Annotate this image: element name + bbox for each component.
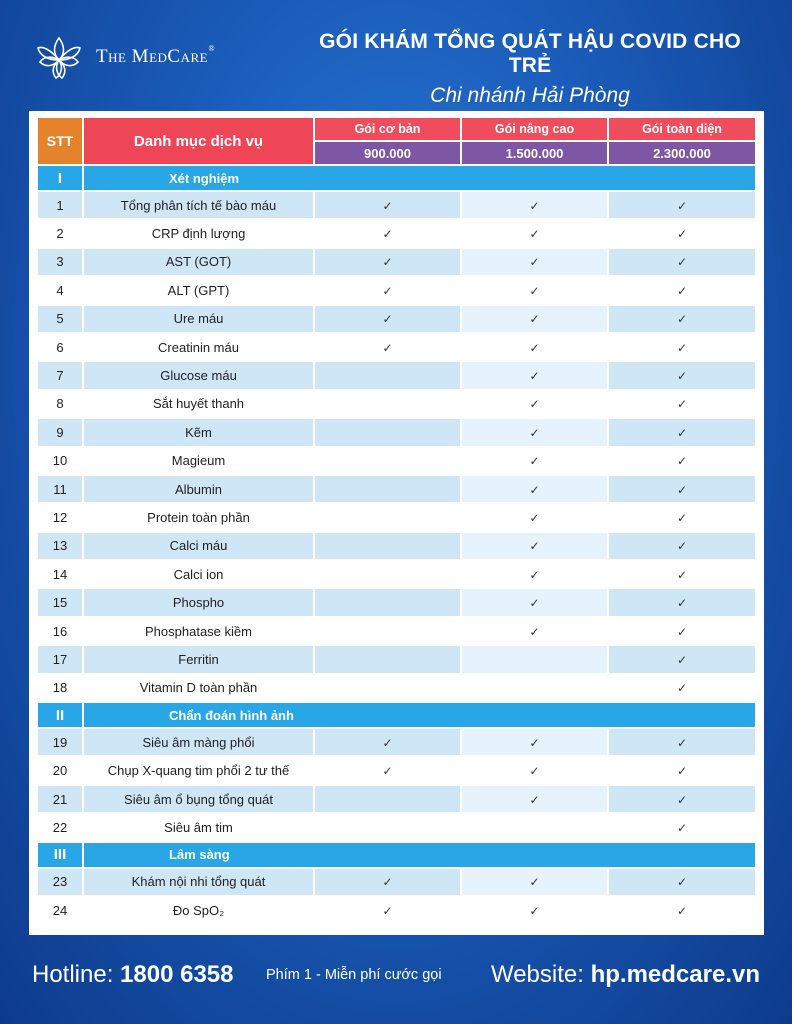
table-row bbox=[37, 191, 756, 219]
check-icon: ✓ bbox=[676, 596, 688, 611]
package-advanced-cell bbox=[461, 418, 608, 446]
package-full-cell bbox=[608, 390, 756, 418]
row-number: 18 bbox=[37, 674, 83, 702]
section-number: II bbox=[37, 702, 83, 728]
package-basic-cell bbox=[314, 813, 461, 841]
row-number: 16 bbox=[37, 617, 83, 645]
section-number: I bbox=[37, 165, 83, 191]
table-row bbox=[37, 896, 756, 924]
page-header bbox=[0, 0, 792, 110]
check-icon: ✓ bbox=[676, 482, 688, 497]
package-basic-cell bbox=[314, 219, 461, 247]
package-full-price: 2.300.000 bbox=[608, 141, 756, 165]
page-footer bbox=[0, 955, 792, 999]
package-basic-cell bbox=[314, 785, 461, 813]
row-number: 11 bbox=[37, 475, 83, 503]
check-icon: ✓ bbox=[676, 425, 688, 440]
website[interactable]: Website: hp.medcare.vn bbox=[490, 961, 760, 988]
package-advanced-cell bbox=[461, 305, 608, 333]
package-basic-cell bbox=[314, 361, 461, 389]
check-icon: ✓ bbox=[529, 596, 540, 611]
price-table-panel bbox=[29, 111, 764, 935]
package-advanced-cell bbox=[461, 361, 608, 389]
row-number: 2 bbox=[37, 219, 83, 247]
check-icon: ✓ bbox=[676, 283, 688, 298]
service-name: AST (GOT) bbox=[83, 248, 314, 276]
table-row bbox=[37, 475, 756, 503]
check-icon: ✓ bbox=[676, 198, 688, 213]
row-number: 19 bbox=[37, 728, 83, 756]
check-icon: ✓ bbox=[676, 792, 688, 807]
check-icon: ✓ bbox=[676, 903, 688, 918]
table-row bbox=[37, 785, 756, 813]
service-name: Vitamin D toàn phần bbox=[83, 674, 314, 702]
service-name: Calci ion bbox=[83, 560, 314, 588]
package-advanced-cell bbox=[461, 728, 608, 756]
package-advanced-cell bbox=[461, 813, 608, 841]
check-icon: ✓ bbox=[529, 624, 540, 639]
check-icon: ✓ bbox=[529, 227, 540, 242]
row-number: 6 bbox=[37, 333, 83, 361]
package-full-cell bbox=[608, 191, 756, 219]
package-advanced-cell bbox=[461, 390, 608, 418]
row-number: 10 bbox=[37, 447, 83, 475]
package-advanced-cell bbox=[461, 756, 608, 784]
brand-name: The MedCare ® bbox=[96, 44, 216, 67]
check-icon: ✓ bbox=[529, 255, 540, 270]
table-row bbox=[37, 560, 756, 588]
package-full-cell bbox=[608, 617, 756, 645]
row-number: 3 bbox=[37, 248, 83, 276]
package-basic-cell bbox=[314, 645, 461, 673]
package-advanced-cell bbox=[461, 896, 608, 924]
package-advanced-cell bbox=[461, 475, 608, 503]
section-title: Lâm sàng bbox=[83, 842, 756, 868]
check-icon: ✓ bbox=[382, 227, 393, 242]
section-number: III bbox=[37, 842, 83, 868]
check-icon: ✓ bbox=[382, 312, 393, 327]
check-icon: ✓ bbox=[382, 283, 393, 298]
service-name: CRP định lượng bbox=[83, 219, 314, 247]
check-icon: ✓ bbox=[676, 510, 688, 525]
check-icon: ✓ bbox=[382, 340, 393, 355]
service-name: Ferritin bbox=[83, 645, 314, 673]
package-basic-cell bbox=[314, 674, 461, 702]
hotline-note: Phím 1 - Miễn phí cước gọi bbox=[266, 967, 442, 983]
check-icon: ✓ bbox=[382, 903, 393, 918]
package-basic-cell bbox=[314, 503, 461, 531]
package-basic-cell bbox=[314, 333, 461, 361]
package-full-cell bbox=[608, 588, 756, 616]
check-icon: ✓ bbox=[529, 454, 540, 469]
check-icon: ✓ bbox=[382, 764, 393, 779]
lotus-logo-icon bbox=[34, 32, 84, 82]
package-basic-cell bbox=[314, 390, 461, 418]
package-basic-cell bbox=[314, 248, 461, 276]
table-row bbox=[37, 447, 756, 475]
row-number: 1 bbox=[37, 191, 83, 219]
table-body bbox=[37, 165, 756, 924]
service-name: Chụp X-quang tim phổi 2 tư thế bbox=[83, 756, 314, 784]
table-row bbox=[37, 305, 756, 333]
package-basic-cell bbox=[314, 475, 461, 503]
row-number: 15 bbox=[37, 588, 83, 616]
package-full-cell bbox=[608, 361, 756, 389]
section-header-row bbox=[37, 165, 756, 191]
check-icon: ✓ bbox=[676, 820, 688, 835]
check-icon: ✓ bbox=[676, 397, 688, 412]
package-basic-cell bbox=[314, 447, 461, 475]
check-icon: ✓ bbox=[676, 369, 688, 384]
check-icon: ✓ bbox=[529, 312, 540, 327]
check-icon: ✓ bbox=[676, 652, 688, 667]
check-icon: ✓ bbox=[676, 624, 688, 639]
package-advanced-cell bbox=[461, 447, 608, 475]
service-name: Siêu âm ổ bụng tổng quát bbox=[83, 785, 314, 813]
check-icon: ✓ bbox=[676, 454, 688, 469]
package-advanced-cell bbox=[461, 191, 608, 219]
section-title: Chẩn đoán hình ảnh bbox=[83, 702, 756, 728]
service-name: Phospho bbox=[83, 588, 314, 616]
branch-subtitle: Chi nhánh Hải Phòng bbox=[430, 84, 630, 107]
package-advanced-cell bbox=[461, 785, 608, 813]
package-full-cell bbox=[608, 728, 756, 756]
table-row bbox=[37, 532, 756, 560]
section-title: Xét nghiệm bbox=[83, 165, 756, 191]
check-icon: ✓ bbox=[529, 567, 540, 582]
check-icon: ✓ bbox=[382, 875, 393, 890]
service-name: Magieum bbox=[83, 447, 314, 475]
row-number: 21 bbox=[37, 785, 83, 813]
check-icon: ✓ bbox=[529, 735, 540, 750]
page-title-block bbox=[300, 30, 760, 108]
package-advanced-price: 1.500.000 bbox=[461, 141, 608, 165]
row-number: 8 bbox=[37, 390, 83, 418]
package-advanced-cell bbox=[461, 219, 608, 247]
package-full-cell bbox=[608, 674, 756, 702]
package-full-cell bbox=[608, 475, 756, 503]
package-full-cell bbox=[608, 532, 756, 560]
check-icon: ✓ bbox=[529, 340, 540, 355]
hotline[interactable]: Hotline: 1800 6358 bbox=[32, 961, 234, 988]
row-number: 23 bbox=[37, 868, 83, 896]
check-icon: ✓ bbox=[382, 198, 393, 213]
table-row bbox=[37, 588, 756, 616]
service-name: Albumin bbox=[83, 475, 314, 503]
package-full-cell bbox=[608, 813, 756, 841]
row-number: 5 bbox=[37, 305, 83, 333]
service-name: ALT (GPT) bbox=[83, 276, 314, 304]
service-name: Tổng phân tích tế bào máu bbox=[83, 191, 314, 219]
service-name: Siêu âm màng phổi bbox=[83, 728, 314, 756]
row-number: 24 bbox=[37, 896, 83, 924]
check-icon: ✓ bbox=[382, 255, 393, 270]
package-full-cell bbox=[608, 418, 756, 446]
service-name: Siêu âm tim bbox=[83, 813, 314, 841]
check-icon: ✓ bbox=[529, 198, 540, 213]
package-advanced-cell bbox=[461, 674, 608, 702]
package-basic-cell bbox=[314, 560, 461, 588]
package-basic-cell bbox=[314, 191, 461, 219]
package-basic-cell bbox=[314, 896, 461, 924]
check-icon: ✓ bbox=[529, 482, 540, 497]
table-row bbox=[37, 503, 756, 531]
row-number: 20 bbox=[37, 756, 83, 784]
check-icon: ✓ bbox=[529, 903, 540, 918]
table-row bbox=[37, 390, 756, 418]
package-advanced-cell bbox=[461, 588, 608, 616]
package-advanced-cell bbox=[461, 248, 608, 276]
hotline-number[interactable]: 1800 6358 bbox=[120, 961, 234, 988]
package-basic-cell bbox=[314, 305, 461, 333]
check-icon: ✓ bbox=[676, 312, 688, 327]
check-icon: ✓ bbox=[676, 764, 688, 779]
service-name: Khám nội nhi tổng quát bbox=[83, 868, 314, 896]
check-icon: ✓ bbox=[529, 397, 540, 412]
package-full-cell bbox=[608, 896, 756, 924]
check-icon: ✓ bbox=[529, 875, 540, 890]
check-icon: ✓ bbox=[529, 369, 540, 384]
service-name: Creatinin máu bbox=[83, 333, 314, 361]
check-icon: ✓ bbox=[529, 425, 540, 440]
package-full-cell bbox=[608, 276, 756, 304]
table-row bbox=[37, 361, 756, 389]
package-basic-header: Gói cơ bản bbox=[314, 117, 461, 141]
table-row bbox=[37, 418, 756, 446]
check-icon: ✓ bbox=[676, 681, 688, 696]
service-name: Phosphatase kiềm bbox=[83, 617, 314, 645]
package-full-cell bbox=[608, 219, 756, 247]
package-full-cell bbox=[608, 447, 756, 475]
package-full-cell bbox=[608, 785, 756, 813]
package-basic-cell bbox=[314, 276, 461, 304]
table-row bbox=[37, 219, 756, 247]
package-basic-cell bbox=[314, 756, 461, 784]
check-icon: ✓ bbox=[676, 539, 688, 554]
package-advanced-cell bbox=[461, 645, 608, 673]
check-icon: ✓ bbox=[529, 510, 540, 525]
package-basic-cell bbox=[314, 532, 461, 560]
stt-header: STT bbox=[37, 117, 83, 165]
package-full-header: Gói toàn diện bbox=[608, 117, 756, 141]
row-number: 12 bbox=[37, 503, 83, 531]
package-advanced-cell bbox=[461, 868, 608, 896]
brand-logo[interactable] bbox=[34, 32, 216, 82]
row-number: 17 bbox=[37, 645, 83, 673]
check-icon: ✓ bbox=[676, 227, 688, 242]
check-icon: ✓ bbox=[382, 735, 393, 750]
row-number: 9 bbox=[37, 418, 83, 446]
table-row bbox=[37, 333, 756, 361]
section-header-row bbox=[37, 842, 756, 868]
service-name: Ure máu bbox=[83, 305, 314, 333]
check-icon: ✓ bbox=[676, 340, 688, 355]
package-basic-cell bbox=[314, 868, 461, 896]
package-full-cell bbox=[608, 248, 756, 276]
package-advanced-header: Gói nâng cao bbox=[461, 117, 608, 141]
check-icon: ✓ bbox=[676, 255, 688, 270]
table-row bbox=[37, 756, 756, 784]
check-icon: ✓ bbox=[676, 567, 688, 582]
check-icon: ✓ bbox=[529, 283, 540, 298]
service-name: Calci máu bbox=[83, 532, 314, 560]
check-icon: ✓ bbox=[529, 792, 540, 807]
service-name: Sắt huyết thanh bbox=[83, 390, 314, 418]
package-basic-cell bbox=[314, 418, 461, 446]
service-header: Danh mục dịch vụ bbox=[83, 117, 314, 165]
package-basic-cell bbox=[314, 728, 461, 756]
service-name: Protein toàn phần bbox=[83, 503, 314, 531]
package-advanced-cell bbox=[461, 503, 608, 531]
table-row bbox=[37, 276, 756, 304]
section-header-row bbox=[37, 702, 756, 728]
website-link[interactable]: hp.medcare.vn bbox=[590, 961, 760, 988]
table-row bbox=[37, 813, 756, 841]
check-icon: ✓ bbox=[529, 764, 540, 779]
check-icon: ✓ bbox=[676, 875, 688, 890]
package-full-cell bbox=[608, 645, 756, 673]
package-full-cell bbox=[608, 868, 756, 896]
package-advanced-cell bbox=[461, 532, 608, 560]
service-name: Đo SpO₂ bbox=[83, 896, 314, 924]
table-row bbox=[37, 728, 756, 756]
package-basic-cell bbox=[314, 588, 461, 616]
service-name: Kẽm bbox=[83, 418, 314, 446]
package-advanced-cell bbox=[461, 560, 608, 588]
package-full-cell bbox=[608, 503, 756, 531]
package-table bbox=[37, 117, 756, 924]
row-number: 14 bbox=[37, 560, 83, 588]
table-row bbox=[37, 248, 756, 276]
package-basic-price: 900.000 bbox=[314, 141, 461, 165]
table-row bbox=[37, 674, 756, 702]
table-row bbox=[37, 868, 756, 896]
check-icon: ✓ bbox=[676, 735, 688, 750]
service-name: Glucose máu bbox=[83, 361, 314, 389]
package-full-cell bbox=[608, 333, 756, 361]
row-number: 13 bbox=[37, 532, 83, 560]
package-basic-cell bbox=[314, 617, 461, 645]
row-number: 7 bbox=[37, 361, 83, 389]
package-advanced-cell bbox=[461, 617, 608, 645]
table-row bbox=[37, 645, 756, 673]
package-full-cell bbox=[608, 756, 756, 784]
row-number: 22 bbox=[37, 813, 83, 841]
package-full-cell bbox=[608, 305, 756, 333]
package-full-cell bbox=[608, 560, 756, 588]
row-number: 4 bbox=[37, 276, 83, 304]
check-icon: ✓ bbox=[529, 539, 540, 554]
table-row bbox=[37, 617, 756, 645]
package-advanced-cell bbox=[461, 276, 608, 304]
page-title: GÓI KHÁM TỔNG QUÁT HẬU COVID CHO TRẺ bbox=[319, 30, 741, 77]
package-advanced-cell bbox=[461, 333, 608, 361]
